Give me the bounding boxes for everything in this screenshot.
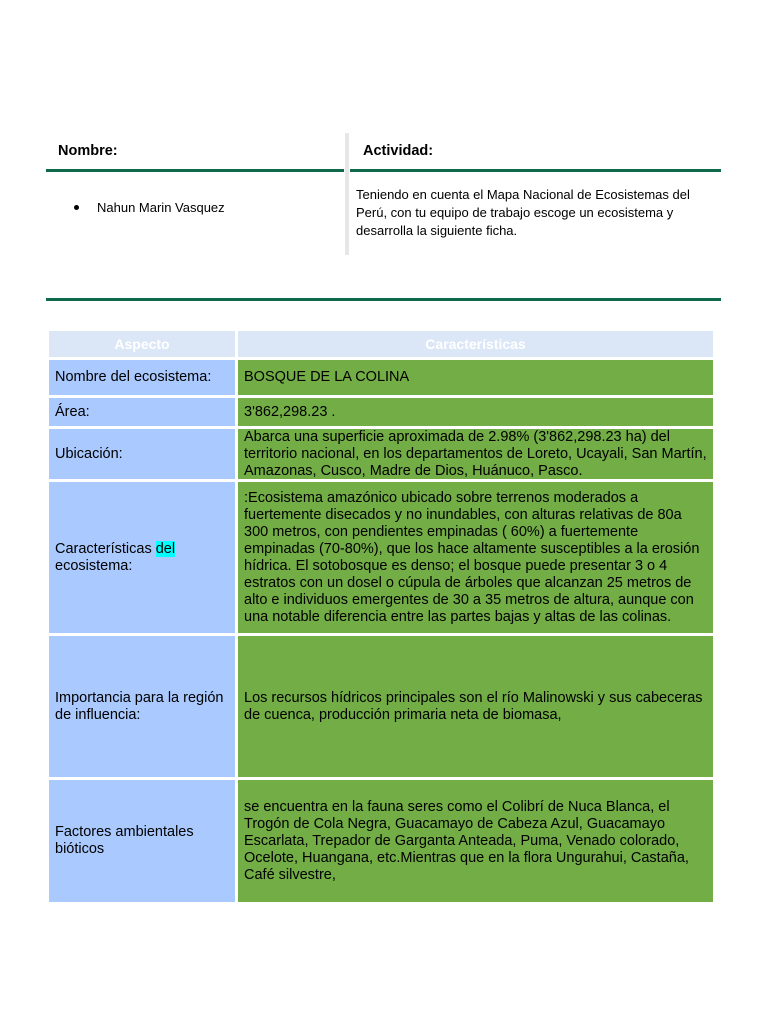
table-row: [49, 429, 713, 479]
aspect-cell: Factores ambientales bióticos: [49, 780, 235, 902]
header-caracteristicas: Características: [238, 331, 713, 357]
nombre-column: [46, 133, 344, 215]
aspect-cell: Nombre del ecosistema:: [49, 360, 235, 395]
value-cell: :Ecosistema amazónico ubicado sobre terrenos moderados a fuertemente disecados y no inundables, con alturas relativas de 80a 300 metros, con pendientes empinadas ( 60%) a fuertemente empinadas (70-80%), que los hace altamente susceptibles a la erosión hídrica. El sotobosque es denso; el bosque puede presentar 3 o 4 estratos con un dosel o cúpula de árboles que alcanzan 25 metros de alto e individuos emergentes de 30 a 35 metros de altura, aunque con una notable diferencia entre las partes bajas y altas de las colinas.: [238, 482, 713, 633]
activity-text: Teniendo en cuenta el Mapa Nacional de Ecosistemas del Perú, con tu equipo de trabajo escoge un ecosistema y desarrolla la siguiente ficha.: [356, 187, 690, 238]
student-list-item: [46, 200, 344, 215]
table-header-row: [49, 331, 713, 357]
value-cell: Abarca una superficie aproximada de 2.98% (3'862,298.23 ha) del territorio nacional, en los departamentos de Loreto, Ucayali, San Martín, Amazonas, Cusco, Madre de Dios, Huánuco, Pasco.: [238, 429, 713, 479]
aspect-text-post: ecosistema:: [55, 557, 133, 574]
nombre-label: Nombre:: [46, 133, 344, 172]
table-row: [49, 398, 713, 426]
value-cell: 3'862,298.23 .: [238, 398, 713, 426]
aspect-cell: Importancia para la región de influencia:: [49, 636, 235, 777]
aspect-text-pre: Características: [55, 540, 156, 557]
header-aspecto: Aspecto: [49, 331, 235, 357]
actividad-column: [350, 133, 721, 240]
actividad-label: Actividad:: [350, 133, 721, 172]
table-row: [49, 636, 713, 777]
table-row: [49, 482, 713, 633]
aspect-text: [55, 541, 229, 575]
table-row: [49, 780, 713, 902]
student-name: Nahun Marin Vasquez: [97, 200, 225, 215]
value-cell: BOSQUE DE LA COLINA: [238, 360, 713, 395]
aspect-cell: [49, 482, 235, 633]
ecosystem-table: [49, 331, 713, 905]
column-separator: [345, 133, 349, 255]
value-cell: Los recursos hídricos principales son el río Malinowski y sus cabeceras de cuenca, producción primaria neta de biomasa,: [238, 636, 713, 777]
highlighted-word: del: [155, 540, 176, 557]
table-row: [49, 360, 713, 395]
bullet-icon: [74, 205, 79, 210]
aspect-cell: Área:: [49, 398, 235, 426]
value-cell: se encuentra en la fauna seres como el Colibrí de Nuca Blanca, el Trogón de Cola Negra, Guacamayo de Cabeza Azul, Guacamayo Escarlata, Trepador de Garganta Anteada, Puma, Venado colorado, Ocelote, Huangana, etc.Mientras que en la flora Ungurahui, Castaña, Café silvestre,: [238, 780, 713, 902]
aspect-cell: Ubicación:: [49, 429, 235, 479]
section-divider: [46, 298, 721, 301]
